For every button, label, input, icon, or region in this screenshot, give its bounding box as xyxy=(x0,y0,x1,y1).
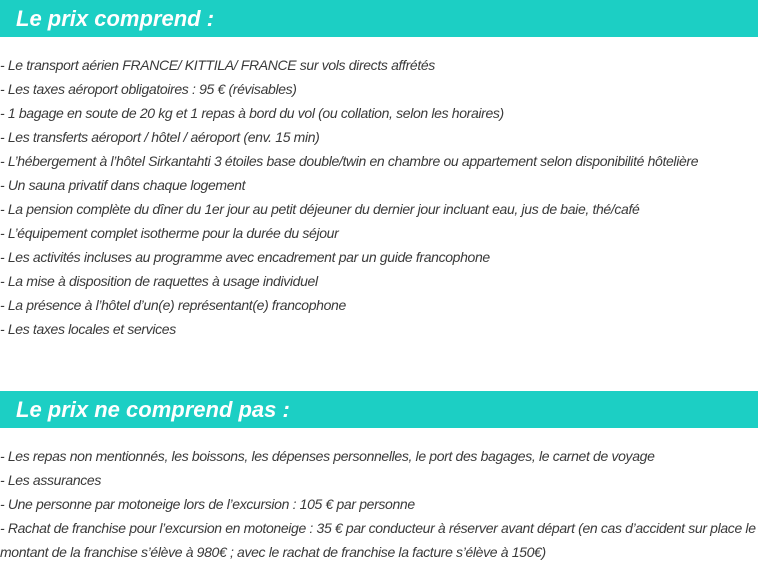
list-item: - Les transferts aéroport / hôtel / aéroport (env. 15 min) xyxy=(0,129,320,145)
price-includes-list xyxy=(0,53,758,341)
list-item: - L’équipement complet isotherme pour la durée du séjour xyxy=(0,225,339,241)
list-item: - 1 bagage en soute de 20 kg et 1 repas à bord du vol (ou collation, selon les horaires) xyxy=(0,105,504,121)
list-item: - La présence à l’hôtel d’un(e) représentant(e) francophone xyxy=(0,297,346,313)
list-item: - La mise à disposition de raquettes à usage individuel xyxy=(0,273,318,289)
list-item: - Les taxes aéroport obligatoires : 95 € (révisables) xyxy=(0,81,297,97)
price-excludes-list xyxy=(0,444,758,564)
list-item: - Les activités incluses au programme avec encadrement par un guide francophone xyxy=(0,249,490,265)
list-item: - Les taxes locales et services xyxy=(0,321,176,337)
list-item: - L’hébergement à l’hôtel Sirkantahti 3 étoiles base double/twin en chambre ou appartement selon disponibilité hôtelière xyxy=(0,153,699,169)
list-item: - Les repas non mentionnés, les boissons, les dépenses personnelles, le port des bagages, le carnet de voyage xyxy=(0,448,655,464)
list-item: - Le transport aérien FRANCE/ KITTILA/ FRANCE sur vols directs affrétés xyxy=(0,57,435,73)
list-item: - La pension complète du dîner du 1er jour au petit déjeuner du dernier jour incluant eau, jus de baie, thé/café xyxy=(0,201,640,217)
list-item: - Un sauna privatif dans chaque logement xyxy=(0,177,246,193)
list-item: - Une personne par motoneige lors de l’excursion : 105 € par personne xyxy=(0,496,415,512)
list-item: - Rachat de franchise pour l’excursion en motoneige : 35 € par conducteur à réserver avant départ (en cas d’accident sur place le montant de la franchise s’élève à 980€ ; avec le rachat de franchise la facture s’élève à 150€) xyxy=(0,520,756,560)
price-excludes-heading: Le prix ne comprend pas : xyxy=(0,391,758,428)
price-includes-heading: Le prix comprend : xyxy=(0,0,758,37)
list-item: - Les assurances xyxy=(0,472,102,488)
